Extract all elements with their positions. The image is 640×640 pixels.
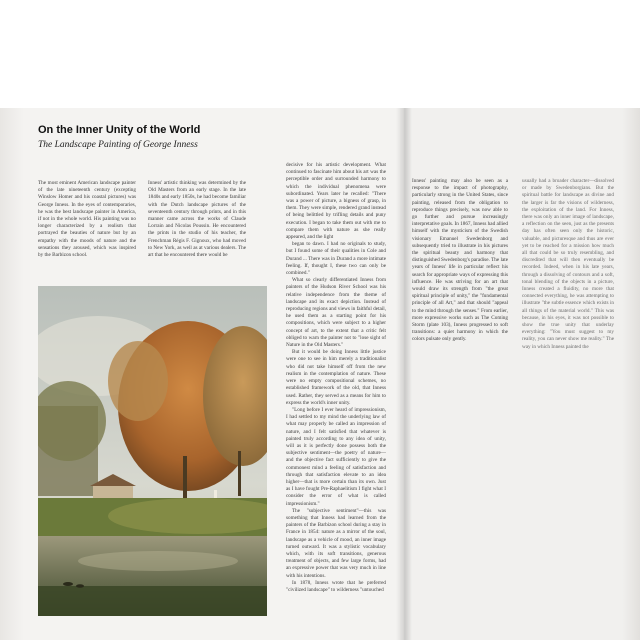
painting-duck (63, 582, 73, 586)
landscape-painting (38, 286, 267, 616)
paragraph: began to dawn. I had no originals to study, but I found some of their qualities in Cole and Durand ... There was in Durand a more intimate feeling. If, thought I, these two can only be combined." (286, 241, 386, 277)
painting-image (38, 286, 267, 616)
paragraph: But it would be doing Inness little justice were one to see in him merely a traditionalist who did not take himself off from the new realism in the contemplation of nature. These were no empty compositional schemes, no established framework of the old, that Inness used. Rather, they served as a means for him to express the world's inner unity. (286, 349, 386, 406)
paragraph: In 1878, Inness wrote that he preferred "civilized landscape" to wilderness "untouched (286, 579, 386, 593)
paragraph: Inness' painting may also be seen as a response to the impact of photography, particularly strong in the United States, since painting, released from the obligation to reproduce things precisely, was now able to go further and pursue increasingly interpretative goals. In 1867, Inness had allied himself with the mysticism of the Swedish visionary Emanuel Swedenborg and subsequently tried to illustrate in his pictures the spiritual beauty and harmony that distinguished Swedenborg's paradise. The late years of Inness' life in particular reflect his search for appropriate ways of expressing this influence. He was striving for an art that would draw its strength from "the great spiritual principle of unity," the "fundamental principle of all Art," and that should "appeal to the mind through the senses." From earlier, more expressive works such as The Coming Storm (plate 103), Inness progressed to soft transitions: a quiet harmony in which the colors pulsate only gently. (412, 178, 508, 343)
painting-tree-trunk (238, 451, 241, 496)
text-column-4 (412, 178, 508, 344)
paragraph: usually had a broader character—dissolved or made by Swedenborgians. But the spiritual battle for landscape as divine and the larger is far the visions of wilderness, the exploitation of the land. For Inness, there was only an inner image of landscape, a reflection on the seen, just as the presents day has often seen only the historic, valuable, and picturesque and thus are ever yet to be reached for a mission how much all that could be so truly resembling, and discredited that will then eventually be recorded. Indeed, when in his late years, through a dissolving of contours and a soft, tonal blending of the objects in a picture, Inness created a fluidity, no more that connected everything, he was attempting to illustrate "the subtle essence which exists in all things of the material world." This was because, in his eyes, it was not possible to show the true unity that underlay everything: "You must suggest to my reality, you can never show me reality." The way in which Inness painted the (522, 178, 614, 350)
painting-figure (214, 490, 217, 499)
paragraph: "Long before I ever heard of impressionism, I had settled to my mind the underlying law of what may properly be called an impression of nature, and I felt satisfied that whatever is painted truly according to any idea of unity, will as it is perfectly done possess both the subjective sentiment—the poetry of nature—and the objective fact sufficiently to give the commonest mind a feeling of satisfaction and through that satisfaction elevate to an idea higher—that is more certain than its own. Just as I have fought Pre-Raphaelitism I fight what I consider the error of what is called impressionism." (286, 406, 386, 507)
text-column-2 (148, 180, 246, 259)
text-column-5 (522, 178, 614, 351)
paragraph: Inness' artistic thinking was determined by the Old Masters from an early stage. In the late 1840s and early 1850s, he had become familiar with the Dutch landscape pictures of the seventeenth century through prints, and in this manner came across the works of Claude Lorrain and Nicolas Poussin. He encountered the prints in the studio of his teacher, the Frenchman Régis F. Gignoux, who had moved to New York, as well as at various dealers. The art that he encountered there would be (148, 180, 246, 259)
painting-mid-tree (108, 341, 168, 421)
paragraph: What so clearly differentiated Inness from painters of the Hudson River School was his relative independence from the theme of landscape and its exact depiction. Instead of reproducing regions and views in faithful detail, he used them as a starting point for his compositions, which were subject to a higher concept of art, to the extent that a critic felt obliged to warn the painter not to "lose sight of Nature in the Old Masters." (286, 277, 386, 349)
paragraph: The most eminent American landscape painter of the late nineteenth century (excepting Winslow Homer and his coastal pictures) was George Inness. In the eyes of contemporaries, he was the best landscape painter in America, if not in the whole world. His painting was no longer characterized by a realism that portrayed the beauties of nature but by an empathy with the moods of nature and the sensations they aroused, which was inspired by the Barbizon school. (38, 180, 136, 259)
text-column-3 (286, 162, 386, 594)
right-page-edge (622, 108, 640, 640)
paragraph: The "subjective sentiment"—this was something that Inness had learned from the painters of the Barbizon school during a stay in France in 1854: nature as a mirror of the soul, landscape as a vehicle of mood, an inner image turned outward. It was a stylistic vocabulary which, with its soft transitions, generous treatment of objects, and few large forms, had an expressive power that was very much in line with his intentions. (286, 507, 386, 579)
text-column-1 (38, 180, 136, 259)
article-title: On the Inner Unity of the World (38, 124, 201, 136)
article-subtitle: The Landscape Painting of George Inness (38, 140, 198, 150)
painting-reflection (78, 551, 238, 571)
painting-duck (76, 584, 84, 588)
left-page-edge (0, 108, 24, 640)
painting-foreground (38, 586, 267, 616)
book-gutter (396, 108, 412, 640)
paragraph: decisive for his artistic development. What continued to fascinate him about his art was the perceptible order and surrounded harmony to which the individual phenomena were subordinated. Years later he recalled: "There was a power of picture, a bigness of grasp, in them. They were simple, rendered grand instead of being belittled by trifling details and puny execution. I began to take them out with me to compare them with nature as she really appeared, and the light (286, 162, 386, 241)
